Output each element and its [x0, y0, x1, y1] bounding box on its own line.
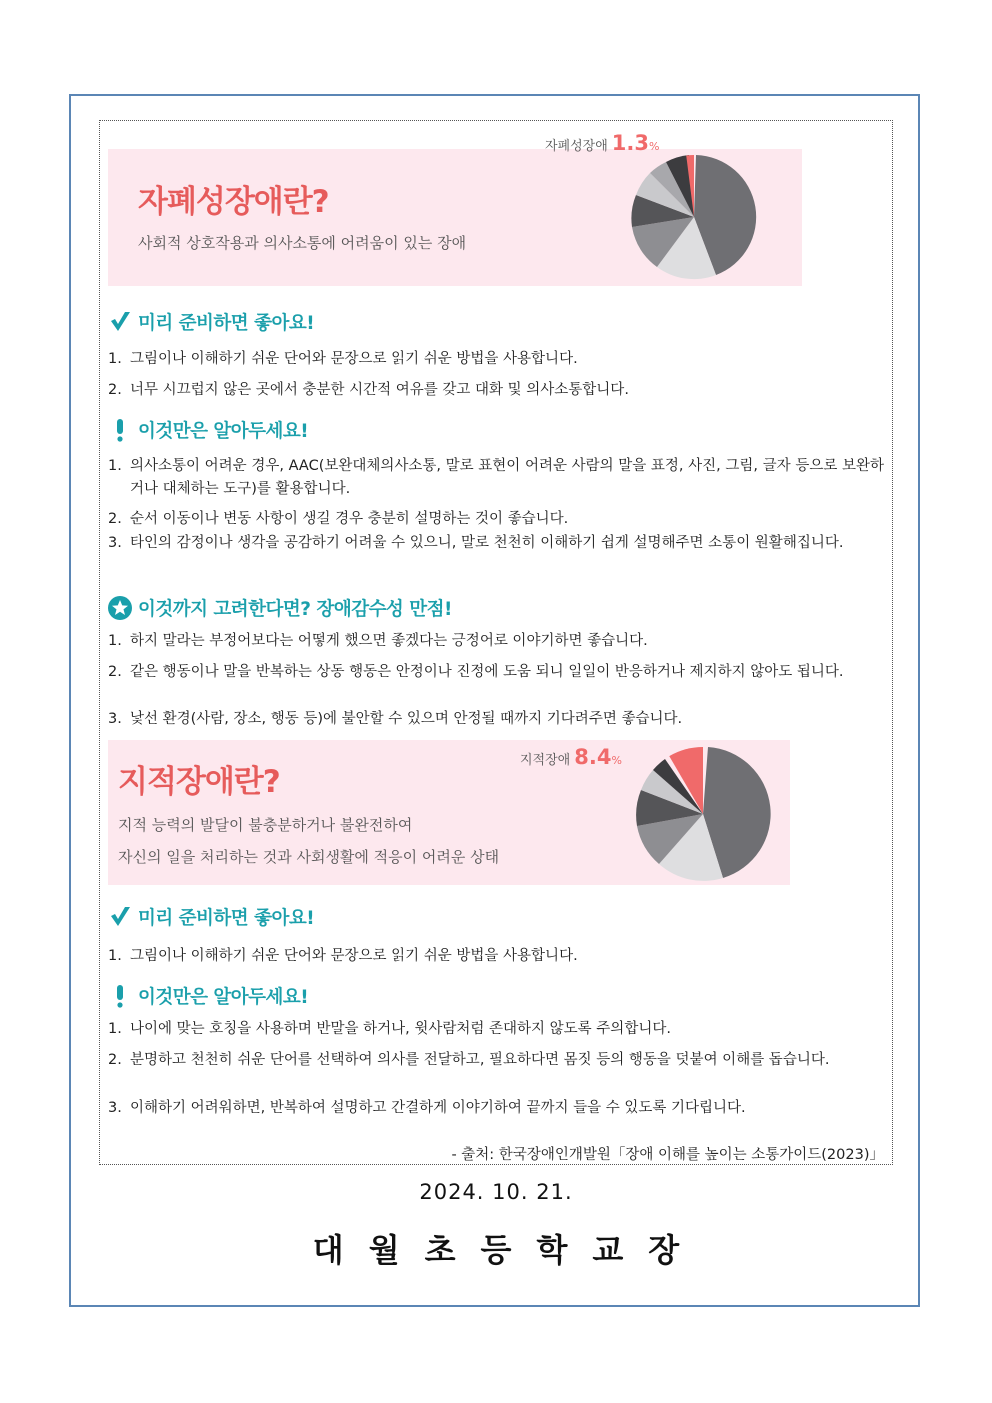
- item-text: 타인의 감정이나 생각을 공감하기 어려울 수 있으니, 말로 천천히 이해하기 쉽게 설명해주면 소통이 원활해집니다.: [130, 535, 844, 551]
- source-citation: - 출처: 한국장애인개발원「장애 이해를 높이는 소통가이드(2023)」: [451, 1147, 884, 1163]
- item-number: 2.: [108, 664, 122, 680]
- list-item: [108, 1049, 884, 1072]
- section-heading: 이것까지 고려한다면? 장애감수성 만점!: [138, 599, 452, 620]
- exclamation-icon: [108, 418, 132, 442]
- autism-know-heading: [108, 416, 308, 444]
- autism-desc: 사회적 상호작용과 의사소통에 어려움이 있는 장애: [138, 234, 467, 252]
- school-signature: 대월초등학교장: [312, 1231, 705, 1269]
- item-number: 1.: [108, 948, 122, 964]
- list-item: [108, 508, 884, 531]
- intellectual-stat: [520, 745, 622, 769]
- item-number: 3.: [108, 535, 122, 551]
- check-icon: [108, 310, 132, 334]
- list-item: [108, 661, 884, 684]
- list-item: [108, 708, 884, 731]
- item-text: 나이에 맞는 호칭을 사용하며 반말을 하거나, 윗사람처럼 존대하지 않도록 주의합니다.: [130, 1021, 671, 1037]
- item-number: 2.: [108, 511, 122, 527]
- item-text: 낯선 환경(사람, 장소, 행동 등)에 불안할 수 있으며 안정될 때까지 기다려주면 좋습니다.: [130, 711, 683, 727]
- check-icon: [108, 905, 132, 929]
- autism-title: 자폐성장애란?: [138, 184, 329, 220]
- autism-stat-unit: %: [649, 140, 660, 153]
- item-text: 그림이나 이해하기 쉬운 단어와 문장으로 읽기 쉬운 방법을 사용합니다.: [130, 948, 578, 964]
- list-item: [108, 945, 884, 968]
- item-number: 1.: [108, 458, 122, 474]
- document-date: 2024. 10. 21.: [419, 1180, 573, 1204]
- autism-stat-label: 자폐성장애: [545, 139, 608, 154]
- section-heading: 이것만은 알아두세요!: [138, 987, 309, 1008]
- intellectual-stat-unit: %: [611, 754, 622, 767]
- item-text: 하지 말라는 부정어보다는 어떻게 했으면 좋겠다는 긍정어로 이야기하면 좋습니다.: [130, 633, 648, 649]
- intellectual-prepare-heading: [108, 903, 314, 931]
- list-item: [108, 532, 884, 555]
- item-number: 2.: [108, 382, 122, 398]
- item-number: 3.: [108, 1100, 122, 1116]
- intellectual-pie: [625, 744, 781, 884]
- item-text: 그림이나 이해하기 쉬운 단어와 문장으로 읽기 쉬운 방법을 사용합니다.: [130, 351, 578, 367]
- autism-prepare-heading: [108, 308, 314, 336]
- intellectual-desc-2: 자신의 일을 처리하는 것과 사회생활에 적응이 어려운 상태: [118, 848, 500, 866]
- intellectual-desc-1: 지적 능력의 발달이 불충분하거나 불완전하여: [118, 816, 413, 834]
- item-text: 순서 이동이나 변동 사항이 생길 경우 충분히 설명하는 것이 좋습니다.: [130, 511, 569, 527]
- list-item: [108, 1097, 884, 1120]
- item-text: 분명하고 천천히 쉬운 단어를 선택하여 의사를 전달하고, 필요하다면 몸짓 등의 행동을 덧붙여 이해를 돕습니다.: [130, 1052, 830, 1068]
- item-number: 2.: [108, 1052, 122, 1068]
- intellectual-know-heading: [108, 982, 308, 1010]
- autism-pie: [620, 153, 768, 281]
- list-item: [108, 455, 884, 497]
- autism-stat-value: 1.3: [611, 131, 649, 155]
- item-number: 1.: [108, 351, 122, 367]
- item-number: 1.: [108, 1021, 122, 1037]
- autism-stat: [545, 131, 659, 155]
- intellectual-stat-value: 8.4: [574, 745, 612, 769]
- item-text: 의사소통이 어려운 경우, AAC(보완대체의사소통, 말로 표현이 어려운 사람의 말을 표정, 사진, 그림, 글자 등으로 보완하거나 대체하는 도구)를 활용합니다.: [130, 458, 884, 497]
- exclamation-icon: [108, 984, 132, 1008]
- item-text: 이해하기 어려워하면, 반복하여 설명하고 간결하게 이야기하여 끝까지 들을 수 있도록 기다립니다.: [130, 1100, 746, 1116]
- autism-consider-heading: [108, 594, 452, 622]
- item-number: 3.: [108, 711, 122, 727]
- list-item: [108, 1018, 884, 1041]
- section-heading: 미리 준비하면 좋아요!: [138, 313, 315, 334]
- list-item: [108, 379, 884, 402]
- intellectual-title: 지적장애란?: [118, 764, 280, 800]
- star-icon: [108, 596, 132, 620]
- item-number: 1.: [108, 633, 122, 649]
- list-item: [108, 630, 884, 653]
- section-heading: 이것만은 알아두세요!: [138, 421, 309, 442]
- section-heading: 미리 준비하면 좋아요!: [138, 908, 315, 929]
- item-text: 같은 행동이나 말을 반복하는 상동 행동은 안정이나 진정에 도움 되니 일일이 반응하거나 제지하지 않아도 됩니다.: [130, 664, 844, 680]
- list-item: [108, 348, 884, 371]
- item-text: 너무 시끄럽지 않은 곳에서 충분한 시간적 여유를 갖고 대화 및 의사소통합니다.: [130, 382, 629, 398]
- intellectual-stat-label: 지적장애: [520, 753, 571, 768]
